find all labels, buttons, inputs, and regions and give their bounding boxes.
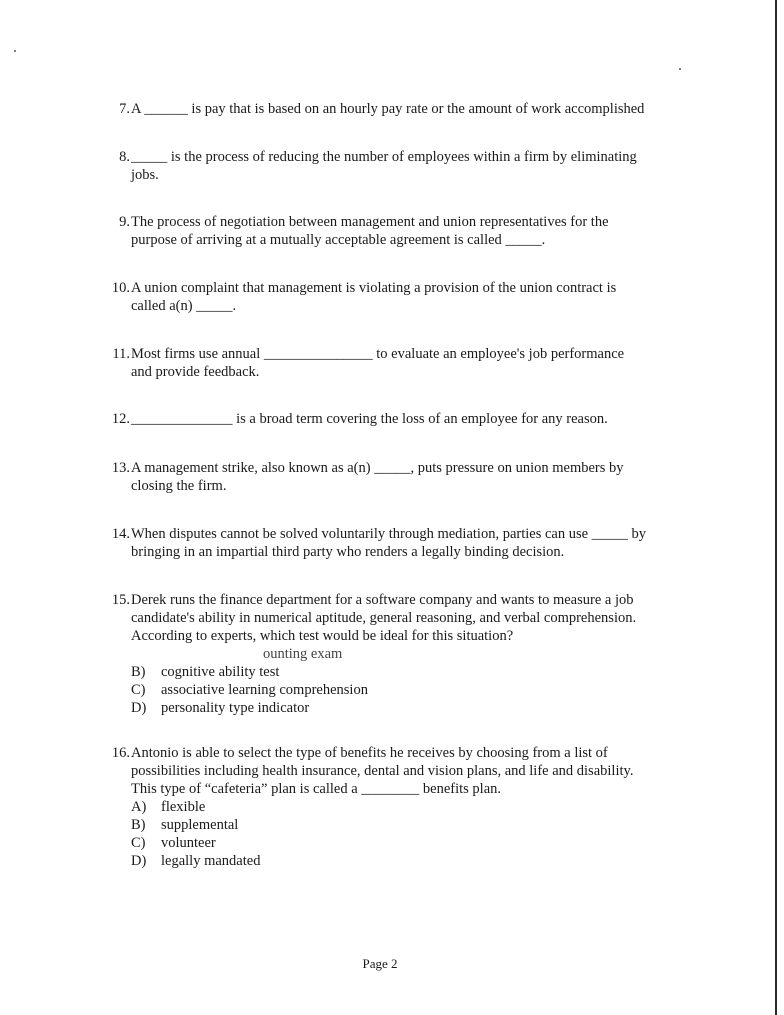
question-text: ______________ is a broad term covering the loss of an employee for any reason. xyxy=(131,411,608,427)
option-text: cognitive ability test xyxy=(161,664,280,680)
question-text: closing the firm. xyxy=(131,478,227,494)
option-text: personality type indicator xyxy=(161,700,310,716)
question-number: 10. xyxy=(111,280,130,296)
answer-option-b xyxy=(131,663,691,681)
question-text: A management strike, also known as a(n) _____, puts pressure on union members by xyxy=(131,460,624,476)
question-number: 15. xyxy=(111,592,130,608)
question-text: A union complaint that management is violating a provision of the union contract is xyxy=(131,280,617,296)
answer-option-d xyxy=(131,852,691,870)
answer-option-d xyxy=(131,699,691,717)
option-letter: C) xyxy=(131,682,146,698)
question-number: 9. xyxy=(119,214,130,230)
option-text: legally mandated xyxy=(161,853,261,869)
question-number: 8. xyxy=(119,149,130,165)
answer-option-a xyxy=(131,798,691,816)
question-text: and provide feedback. xyxy=(131,364,260,380)
question-number: 12. xyxy=(111,411,130,427)
question-text: A ______ is pay that is based on an hourly pay rate or the amount of work accomplished xyxy=(131,101,645,117)
option-text: flexible xyxy=(161,799,206,815)
option-text: associative learning comprehension xyxy=(161,682,368,698)
question-number: 14. xyxy=(111,526,130,542)
question-text: _____ is the process of reducing the number of employees within a firm by eliminating xyxy=(131,149,637,165)
question-text: possibilities including health insurance, dental and vision plans, and life and disability. xyxy=(131,763,634,779)
answer-option-c xyxy=(131,834,691,852)
option-letter: A) xyxy=(131,799,147,815)
question-number: 7. xyxy=(119,101,130,117)
question-number: 13. xyxy=(111,460,130,476)
question-text: jobs. xyxy=(131,167,159,183)
question-text: This type of “cafeteria” plan is called a ________ benefits plan. xyxy=(131,781,502,797)
question-number: 11. xyxy=(112,346,130,362)
question-text: The process of negotiation between management and union representatives for the xyxy=(131,214,609,230)
question-text: bringing in an impartial third party who renders a legally binding decision. xyxy=(131,544,565,560)
option-text: ounting exam xyxy=(263,646,343,662)
option-text: volunteer xyxy=(161,835,216,851)
question-number: 16. xyxy=(111,745,130,761)
question-text: Antonio is able to select the type of benefits he receives by choosing from a list of xyxy=(131,745,608,761)
answer-option-a xyxy=(131,645,691,663)
question-text: Derek runs the finance department for a software company and wants to measure a job xyxy=(131,592,634,608)
question-text: When disputes cannot be solved voluntarily through mediation, parties can use _____ by xyxy=(131,526,647,542)
question-text: purpose of arriving at a mutually acceptable agreement is called _____. xyxy=(131,232,546,248)
question-text: Most firms use annual _______________ to evaluate an employee's job performance xyxy=(131,346,625,362)
option-letter: B) xyxy=(131,817,146,833)
option-letter: D) xyxy=(131,853,147,869)
option-text: supplemental xyxy=(161,817,239,833)
scan-edge xyxy=(775,0,777,1015)
page-number: Page 2 xyxy=(362,956,398,971)
option-letter: D) xyxy=(131,700,147,716)
question-text: According to experts, which test would be ideal for this situation? xyxy=(131,628,514,644)
scan-speck xyxy=(679,68,681,70)
option-letter: C) xyxy=(131,835,146,851)
scan-speck xyxy=(14,50,16,52)
question-text: called a(n) _____. xyxy=(131,298,237,314)
question-text: candidate's ability in numerical aptitude, general reasoning, and verbal comprehension. xyxy=(131,610,637,626)
answer-option-b xyxy=(131,816,691,834)
answer-option-c xyxy=(131,681,691,699)
option-letter: B) xyxy=(131,664,146,680)
